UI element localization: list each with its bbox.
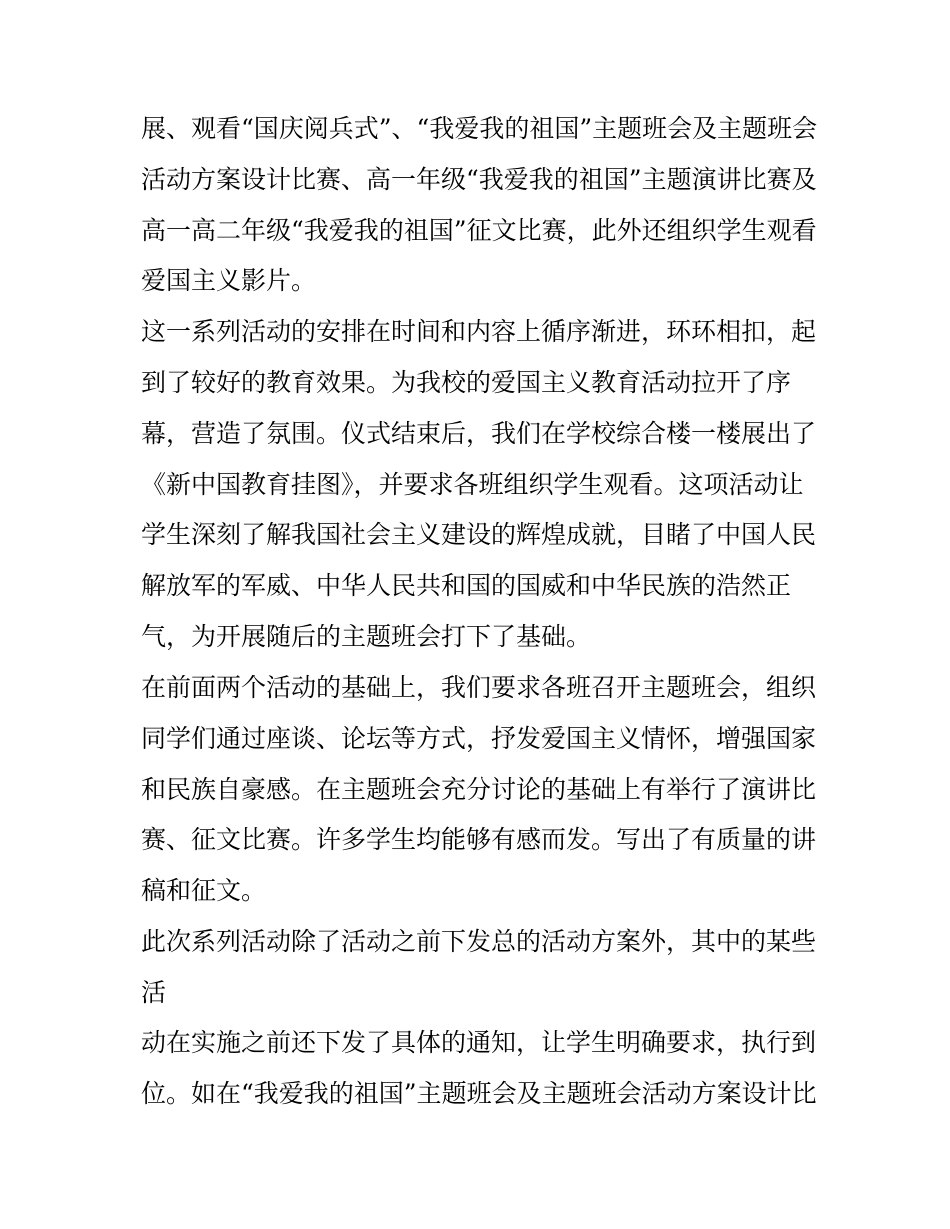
text-line: 和民族自豪感。在主题班会充分讨论的基础上有举行了演讲比 <box>141 775 817 804</box>
text-line: 此次系列活动除了活动之前下发总的活动方案外，其中的某些 <box>141 927 817 956</box>
text-line: 气，为开展随后的主题班会打下了基础。 <box>141 622 592 651</box>
text-line: 同学们通过座谈、论坛等方式，抒发爱国主义情怀，增强国家 <box>141 724 817 753</box>
text-line: 动在实施之前还下发了具体的通知，让学生明确要求，执行到 <box>141 1028 817 1057</box>
text-line: 位。如在“我爱我的祖国”主题班会及主题班会活动方案设计比 <box>141 1079 817 1108</box>
text-line: 学生深刻了解我国社会主义建设的辉煌成就，目睹了中国人民 <box>141 520 817 549</box>
text-line: 赛、征文比赛。许多学生均能够有感而发。写出了有质量的讲 <box>141 825 817 854</box>
text-line: 在前面两个活动的基础上，我们要求各班召开主题班会，组织 <box>141 673 817 702</box>
text-line: 到了较好的教育效果。为我校的爱国主义教育活动拉开了序 <box>141 368 792 397</box>
text-line: 活动方案设计比赛、高一年级“我爱我的祖国”主题演讲比赛及 <box>141 165 817 194</box>
text-line: 爱国主义影片。 <box>141 266 317 295</box>
text-line: 展、观看“国庆阅兵式”、“我爱我的祖国”主题班会及主题班会 <box>141 114 818 143</box>
text-line: 高一高二年级“我爱我的祖国”征文比赛，此外还组织学生观看 <box>141 216 817 245</box>
text-line: 活 <box>141 978 167 1007</box>
text-line: 解放军的军威、中华人民共和国的国威和中华民族的浩然正 <box>141 571 792 600</box>
text-line: 幕，营造了氛围。仪式结束后，我们在学校综合楼一楼展出了 <box>141 419 817 448</box>
text-line: 《新中国教育挂图》，并要求各班组织学生观看。这项活动让 <box>141 470 804 499</box>
text-line: 这一系列活动的安排在时间和内容上循序渐进，环环相扣，起 <box>141 317 817 346</box>
text-line: 稿和征文。 <box>141 876 267 905</box>
